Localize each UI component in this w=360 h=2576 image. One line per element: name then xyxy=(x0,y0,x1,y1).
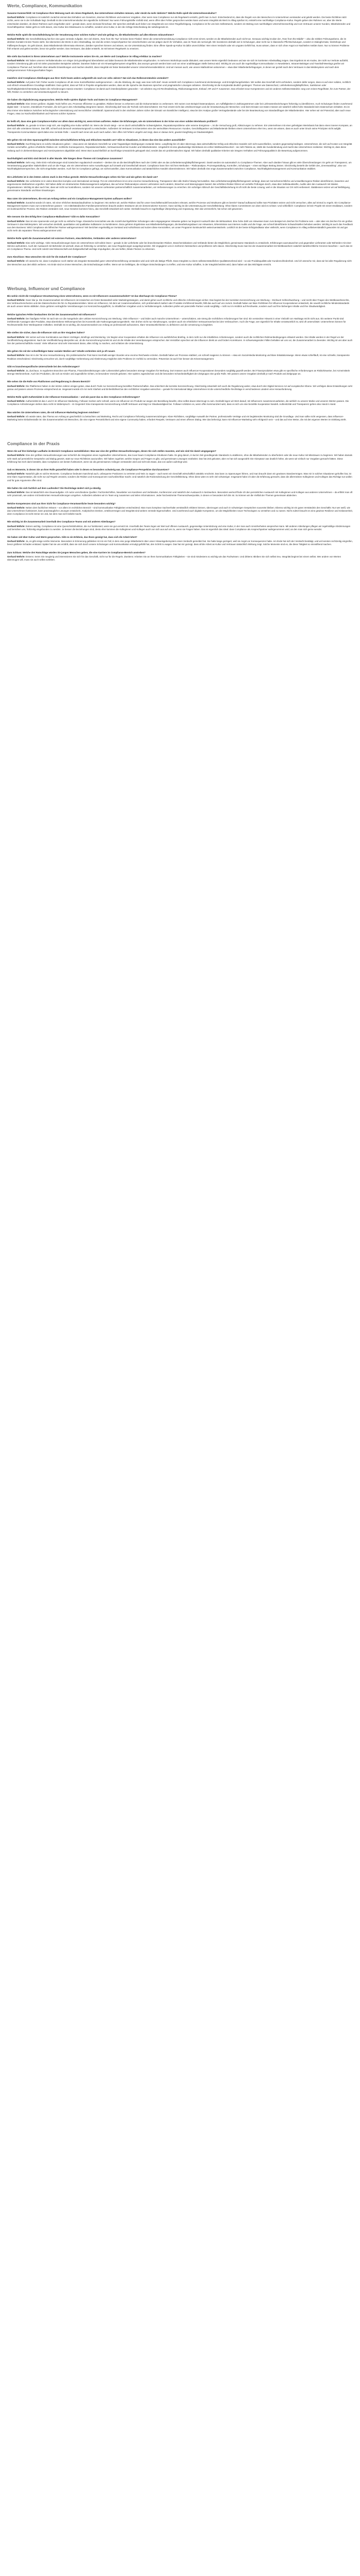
answer-text: Ja, durchaus. In regulierten Branchen wie Pharma, Finanzdienstleistungen oder Lebensmittel gelten besonders strenge Vorgaben für Werbung. Dort müssen auch Influencer-Kooperationen besonders sorgfältig geprüft werden. Bei Finanzprodukten etwa gibt es spezifische Anforderungen an Risikohinweise, bei Arzneimitteln strenge Werbeverbote. Auch bei Produkten, die sich an Kinder und Jugendliche richten, ist besondere Vorsicht geboten. Hier spielen Jugendschutz und die besondere Schutzbedürftigkeit der Zielgruppe eine große Rolle. Wir passen unsere Vorgaben deshalb je nach Produkt und Zielgruppe an. xyxy=(7,369,350,376)
question: Wie sehen Sie die Rolle von Plattformen und Regulierung in diesem Bereich? xyxy=(7,380,91,383)
speaker-label: Gerhard Wöhrle: xyxy=(7,161,25,164)
section-body xyxy=(7,295,353,421)
answer-text: Compliance ist natürlich zunächst einmal das Einhalten von Gesetzen, internen Richtlinien und externen Vorgaben. Aber wenn man Compliance nur als Regelwerk versteht, greift man zu kurz. Entscheidend ist, dass die Regeln von den Menschen im Unternehmen verstanden und gelebt werden. Die beste Richtlinie nützt nichts, wenn sie in der Schublade liegt. Deshalb ist die Unternehmenskultur der eigentliche Schlüssel: Nur wenn Führungskräfte Vorbild sind, wenn offen über Fehler gesprochen werden kann und wenn Integrität als Wert im Alltag spürbar ist, entsteht eine nachhaltige Compliance-Kultur. Regeln geben den Rahmen vor, aber die Werte entscheiden darüber, ob dieser Rahmen auch eingehalten wird – gerade dann, wenn niemand hinschaut. Wir sprechen deshalb auch lieber von Integrität als von reiner Regelbefolgung. Compliance ist für uns kein Selbstzweck, sondern ein Beitrag zum nachhaltigen Unternehmenserfolg und zum Vertrauen unserer Kunden, Mitarbeitenden und Geschäftspartner. Dabei geht es nicht darum, eine Kultur des Misstrauens zu schaffen, sondern eine Kultur, in der die richtige Entscheidung die naheliegende ist. xyxy=(7,16,351,28)
speaker-label: Gerhard Wöhrle: xyxy=(7,335,25,338)
question: Welche Kompetenzen sind aus Ihrer Sicht für Compliance-Verantwortliche heute besonders wichtig? xyxy=(7,502,116,505)
question: Wie gehen Sie mit dem Spannungsfeld zwischen wirtschaftlichem Erfolg und ethischem Handeln um? Gibt es Situationen, in denen das eine das andere ausschließt? xyxy=(7,138,186,141)
answer-text: Ich wünsche mir, dass Compliance noch stärker als integraler Bestandteil guter Unternehmensführung verstanden wird und nicht als lästige Pflicht. Dass Integrität zu einem selbstverständlichen Qualitätsmerkmal wird – so wie Produktqualität oder Kundenzufriedenheit. Und ich wünsche mir, dass wir bei aller Regulierung nicht den Menschen aus dem Blick verlieren. Am Ende sind es immer Menschen, die Entscheidungen treffen. Wenn wir sie befähigen, die richtigen Entscheidungen zu treffen, und eine Kultur schaffen, in der Integrität belohnt wird, dann haben wir das Wichtigste erreicht. xyxy=(7,260,352,266)
answer-text: Kurzfristig kann es solche Situationen geben – etwa wenn ein lukratives Geschäft nur unter fragwürdigen Bedingungen zustande käme. Langfristig bin ich aber überzeugt, dass wirtschaftlicher Erfolg und ethisches Handeln sich nicht ausschließen, sondern gegenseitig bedingen. Unternehmen, die sich auf Kosten von Integrität Vorteile verschaffen, gehen erhebliche Risiken ein: rechtliche Konsequenzen, Reputationsschäden, Vertrauensverlust bei Kunden und Mitarbeitenden. Umgekehrt ist eine glaubwürdige Wertebasis ein echter Wettbewerbsvorteil – sie zieht Talente an, stärkt die Kundenbindung und macht das Unternehmen resilienter. Wichtig ist, dass diese Haltung auch in Zielvereinbarungen und Anreizsystemen abgebildet wird. Wenn Boni ausschließlich an kurzfristige Umsatzziele gekoppelt sind, sendet das ein problematisches Signal. Wir haben deshalb qualitative Kriterien wie integres Verhalten und Führungsqualität in die Bewertung aufgenommen. xyxy=(7,143,352,152)
section-heading: Werte, Compliance, Kommunikation xyxy=(7,3,83,8)
speaker-label: Gerhard Wöhrle: xyxy=(7,506,25,509)
qa-item xyxy=(7,139,353,152)
answer-text: Natürlich gibt es solche Momente. Compliance bedeutet manchmal auch, unbequeme Positionen zu vertreten und Nein zu sagen – auch wenn ein Geschäft wirtschaftlich attraktiv erscheint. Das kann zu Spannungen führen, und man braucht dann ein gewisses Standvermögen. Was mir in solchen Situationen geholfen hat, ist eine klare Argumentation, die nicht nur auf Regeln verweist, sondern die Risiken und Konsequenzen nachvollziehbar macht. Und natürlich die Rückendeckung der Geschäftsleitung. Ohne diese wäre es sehr viel schwieriger. Insgesamt habe ich aber die Erfahrung gemacht, dass die allermeisten Kolleginnen und Kollegen das Richtige tun wollen und für gute Argumente offen sind. xyxy=(7,472,352,482)
answer xyxy=(7,555,353,562)
answer-text: Das ist tatsächlich eine Daueraufgabe. Ich nutze verschiedene Quellen: Fachzeitschriften, Newsletter von Kanzleien und Verbänden, Konferenzen und natürlich den Austausch in Netzwerken. Besonders wertvoll finde ich den persönlichen Austausch mit Kolleginnen und Kollegen aus anderen Unternehmen – da erfährt man oft sehr praxisnah, wie andere mit bestimmten Herausforderungen umgehen. Außerdem arbeiten wir im Team eng zusammen und teilen Informationen. Jeder hat bestimmte Themenschwerpunkte, in denen er besonders tief drin ist. So können wir die Vielfalt der Themen gemeinsam abdecken. xyxy=(7,491,353,497)
answer-text: Extrem wichtig. Compliance ist eine Querschnittsfunktion, die nur funktioniert, wenn sie gut vernetzt ist. Innerhalb des Teams legen wir Wert auf offenen Austausch, gegenseitige Unterstützung und eine Kultur, in der man auch Unsicherheiten ansprechen kann. Mit anderen Abteilungen pflegen wir regelmäßige Abstimmungen und bemühen uns, frühzeitig eingebunden zu werden. Je besser die Beziehungen sind, desto eher kommen die Kolleginnen und Kollegen auch von sich aus auf uns zu, wenn sie Fragen haben. Das ist eigentlich das Ideal: dass Compliance als Ansprechpartner wahrgenommen wird, an den man sich gerne wendet. xyxy=(7,524,351,531)
speaker-label: Gerhard Wöhrle: xyxy=(7,317,25,320)
speaker-label: Gerhard Wöhrle: xyxy=(7,555,25,558)
question: Zum Abschluss: Was wünschen Sie sich für die Zukunft der Compliance? xyxy=(7,256,87,259)
qa-item xyxy=(7,350,353,361)
qa-item xyxy=(7,237,353,251)
speaker-label: Gerhard Wöhrle: xyxy=(7,415,25,418)
qa-item xyxy=(7,77,353,94)
answer xyxy=(7,525,353,531)
speaker-label: Gerhard Wöhrle: xyxy=(7,179,25,182)
answer xyxy=(7,317,353,327)
qa-item xyxy=(7,551,353,562)
answer-text: Wir setzen auf eine Kombination aus klaren Verträgen, Briefings und Monitoring. Vor Beginn einer Kooperation erhalten die Influencer ein ausführliches Briefing, in dem nicht nur die inhaltlichen Anforderungen, sondern auch die rechtlichen Rahmenbedingungen erläutert werden. Die Inhalte werden in der Regel vor der Veröffentlichung abgestimmt. Nach der Veröffentlichung überprüfen wir, ob die Kennzeichnung korrekt ist und ob die Inhalte den Vereinbarungen entsprechen. Bei Verstößen sprechen wir die Influencer direkt an und fordern Korrekturen. In schwerwiegenden Fällen behalten wir uns vor, die Zusammenarbeit zu beenden. Wichtig ist uns aber auch hier der partnerschaftliche Ansatz: Viele Influencer sind sehr interessiert daran, alles richtig zu machen, und schätzen die Unterstützung. xyxy=(7,335,353,345)
speaker-label: Gerhard Wöhrle: xyxy=(7,219,25,223)
question: Welche Rolle spielt die Zusammenarbeit mit externen Partnern, etwa Behörden, Verbänden oder anderen Unternehmen? xyxy=(7,237,137,240)
question: Wie gehen Sie mit der schnelllebigen Natur sozialer Medien um? Inhalte verbreiten sich ja oft rasant. xyxy=(7,350,116,353)
answer-text: Die Geschäftsleitung hat hier eine ganz zentrale Aufgabe. Der viel zitierte „Tone from the Top“ ist keine leere Floskel. Wenn die Unternehmensleitung Compliance nicht ernst nimmt, werden es die Mitarbeitenden auch nicht tun. Genauso wichtig ist aber der „Tone from the Middle“ – also die mittlere Führungsebene, die im direkten Kontakt mit den Teams steht. Sie übersetzen die Werte in den Arbeitsalltag, sie sind die ersten Ansprechpartner bei Unsicherheiten und sie prägen durch ihr Verhalten, was im Team als normal gilt. Wir investieren deshalb viel in Schulungen, aber nicht nur in klassische Pflichtschulungen, sondern in Dialogformate, Workshops und Fallbesprechungen. Es geht darum, dass Mitarbeitende Dilemmata erkennen, darüber sprechen können und wissen, wo sie Unterstützung finden. Eine offene Speak-up-Kultur ist dafür unverzichtbar: Wer einen Verdacht oder ein ungutes Gefühl hat, muss wissen, dass er sich ohne Angst vor Nachteilen melden kann. Nur so können Probleme früh erkannt und gelöst werden, bevor sie größer werden. Das Vertrauen, das dabei entsteht, ist mit keinem Regelwerk zu ersetzen. xyxy=(7,38,350,50)
question: Wie sieht das konkret in Ihrem Unternehmen aus? Welche Instrumente setzen Sie ein, um Werte und Compliance im Alltag erlebbar zu machen? xyxy=(7,55,162,58)
answer xyxy=(7,369,353,376)
answer-text: Die Lieferkette ist in vielen Branchen komplex und international verzweigt. Für ein Unternehmen ist es eine enorme Herausforderung, Transparenz über alle Stufen hinweg herzustellen. Das Lieferkettensorgfaltspflichtengesetz verlangt, dass wir menschenrechtliche und umweltbezogene Risiken identifizieren, bewerten und angemessene Maßnahmen ergreifen. Wir haben dafür ein strukturiertes Risikomanagement aufgebaut, das auf einer Risikoanalyse unserer Lieferanten nach Ländern, Branchen und Warengruppen basiert. Bei erhöhten Risiken führen wir vertiefte Prüfungen durch, etwa über Selbstauskünfte, Audits oder den Austausch mit lokalen Organisationen. Wichtig ist aber auch hier, dass wir nicht nur kontrollieren, sondern mit unseren Lieferanten partnerschaftlich zusammenarbeiten, um Verbesserungen zu erreichen. Ein sofortiger Abbruch der Geschäftsbeziehung ist oft nicht die beste Lösung, weil er die Situation vor Ort nicht verbessert. Stattdessen setzen wir auf Befähigung, gemeinsame Standards und klare Erwartungen. xyxy=(7,179,351,192)
qa-item xyxy=(7,411,353,422)
speaker-label: Gerhard Wöhrle: xyxy=(7,103,25,106)
question: Wie wichtig ist die Zusammenarbeit innerhalb des Compliance-Teams und mit anderen Abteilungen? xyxy=(7,520,116,523)
speaker-label: Gerhard Wöhrle: xyxy=(7,59,25,62)
answer xyxy=(7,16,353,29)
question: Inwiefern sind Compliance-Abteilungen aus Ihrer Sicht heute anders aufgestellt als noch vor zehn Jahren? Hat sich das Rollenverständnis verändert? xyxy=(7,77,169,80)
answer xyxy=(7,201,353,211)
answer-text: Ja, gerade in Krisen zeigt sich, wie tragfähig eine Kultur wirklich ist. Wenn der Druck steigt – sei es durch wirtschaftliche Schwierigkeiten, Reputationsprobleme oder externe Ereignisse –, ist die Versuchung groß, Abkürzungen zu nehmen. Ein Unternehmen mit einer gefestigten Wertebasis hat dann einen inneren Kompass, an dem sich alle orientieren können. Das hilft, schnell und dennoch verantwortungsvoll zu entscheiden. Außerdem ist Vertrauen in Krisenzeiten eine der wertvollsten Ressourcen: Kunden, Geschäftspartner und Mitarbeitende bleiben einem Unternehmen eher treu, wenn sie wissen, dass es auch unter Druck seine Prinzipien nicht aufgibt. Transparente Kommunikation spielt dabei eine zentrale Rolle – sowohl nach innen als auch nach außen. Wer offen mit Fehlern umgeht und zeigt, dass er daraus lernt, gewinnt langfristig an Glaubwürdigkeit. xyxy=(7,124,352,133)
speaker-label: Gerhard Wöhrle: xyxy=(7,16,25,19)
answer xyxy=(7,454,353,464)
answer-text: Erstens: Seien Sie neugierig und interessieren Sie sich für das Geschäft, nicht nur für die Regeln. Zweitens: Arbeiten Sie an Ihren kommunikativen Fähigkeiten – sie sind mindestens so wichtig wie das Fachwissen. Und drittens: Bleiben Sie sich selbst treu. Integrität beginnt bei einem selbst. Wer andere von Werten überzeugen will, muss sie auch selbst vorleben. xyxy=(7,555,341,561)
qa-item xyxy=(7,12,353,29)
speaker-label: Gerhard Wöhrle: xyxy=(7,524,25,528)
question: Bis wohin reicht die Compliance-Verantwortung eines Unternehmens, wenn es mit Influencern zusammenarbeitet? Ist das überhaupt ein Compliance-Thema? xyxy=(7,294,177,297)
question: Gibt es branchenspezifische Unterschiede bei den Anforderungen? xyxy=(7,365,80,368)
question: Zum Schluss: Welche drei Ratschläge würden Sie jungen Menschen geben, die eine Karriere im Compliance-Bereich anstreben? xyxy=(7,551,146,554)
answer xyxy=(7,336,353,346)
answer xyxy=(7,415,353,421)
qa-item xyxy=(7,365,353,376)
question: Welche typischen Fehler beobachten Sie bei der Zusammenarbeit mit Influencern? xyxy=(7,313,96,316)
answer xyxy=(7,220,353,233)
answer xyxy=(7,260,353,266)
answer xyxy=(7,143,353,152)
qa-item xyxy=(7,450,353,464)
answer xyxy=(7,540,353,546)
question: Welche Rolle spielt Authentizität in der Influencer-Kommunikation – und wie passt das zu den Compliance-Anforderungen? xyxy=(7,396,140,399)
qa-item xyxy=(7,468,353,482)
question: Es heißt oft, dass eine gute Compliance-Kultur vor allem dann wichtig ist, wenn Krisen auftreten. Haben Sie Erfahrungen, wie ein Unternehmen in der Krise von einer soliden Wertebasis profitiert? xyxy=(7,120,218,123)
answer-text: Der häufigste Fehler ist nach wie vor die mangelnde oder unklare Kennzeichnung von Werbung. Viele Influencer – und leider auch manche Unternehmen – unterschätzen, wie streng die rechtlichen Anforderungen hier sind. Ein versteckter Hinweis in einer Vielzahl von Hashtags reicht nicht aus. Ein weiterer Punkt sind irreführende Aussagen über Produkte, etwa übertriebene Wirkversprechen bei Kosmetik oder Nahrungsergänzungsmitteln. Hier drohen nicht nur Abmahnungen, sondern auch ein erheblicher Vertrauensverlust bei den Verbrauchern. Auch die Frage, wer eigentlich für Inhalte verantwortlich ist, wird oft unterschätzt: Unternehmen können für Rechtsverstöße ihrer Werbepartner mithaften. Deshalb ist es wichtig, die Zusammenarbeit von Anfang an professionell aufzusetzen, klare Verantwortlichkeiten zu definieren und die Umsetzung zu begleiten. xyxy=(7,317,346,327)
section-heading: Werbung, Influencer und Compliance xyxy=(7,285,85,291)
qa-item xyxy=(7,176,353,193)
question: Die Lieferkette ist in den letzten Jahren stark in den Fokus gerückt. Welche Herausforderungen sehen Sie hier und wie gehen Sie damit um? xyxy=(7,175,158,178)
question: Wie messen Sie den Erfolg Ihrer Compliance-Maßnahmen? Gibt es dafür Kennzahlen? xyxy=(7,215,100,218)
section-body xyxy=(7,450,353,562)
speaker-label: Gerhard Wöhrle: xyxy=(7,491,25,494)
qa-item xyxy=(7,313,353,327)
speaker-label: Gerhard Wöhrle: xyxy=(7,369,25,372)
speaker-label: Gerhard Wöhrle: xyxy=(7,260,25,263)
qa-item xyxy=(7,98,353,115)
qa-item xyxy=(7,157,353,171)
speaker-label: Gerhard Wöhrle: xyxy=(7,298,25,301)
answer-text: Neben dem fachlichen Wissen – vor allem im rechtlichen Bereich – sind kommunikative Fähigkeiten entscheidend. Man muss komplexe Sachverhalte verständlich erklären können, überzeugen und auch in schwierigen Gesprächen souverän bleiben. Ebenso wichtig ist ein gutes Verständnis des Geschäfts: Nur wer weiß, wie das Unternehmen funktioniert, kann praxistaugliche Lösungen entwickeln. Analytisches Denken, Urteilsvermögen und Integrität sind weitere zentrale Eigenschaften. Und zunehmend auch digitale Kompetenz, um die Möglichkeiten neuer Technologien zu verstehen und zu nutzen. Nicht zuletzt braucht es eine gewisse Resilienz und Gelassenheit, denn Compliance ist nicht immer ein Job, bei dem man sich beliebt macht. xyxy=(7,506,353,516)
speaker-label: Gerhard Wöhrle: xyxy=(7,124,25,127)
answer xyxy=(7,81,353,94)
qa-item xyxy=(7,120,353,134)
answer-text: Die Plattformen haben in den letzten Jahren einiges getan, etwa durch Tools zur Kennzeichnung bezahlter Partnerschaften. Das erleichtert die korrekte Kennzeichnung. Gleichzeitig entwickelt sich auch die Regulierung weiter, etwa durch den Digital Services Act auf europäischer Ebene. Wir verfolgen diese Entwicklungen sehr genau und passen unsere Prozesse entsprechend an. Insgesamt würde ich mir mehr Klarheit und Einheitlichkeit bei den rechtlichen Vorgaben wünschen – gerade für international tätige Unternehmen ist die unterschiedliche Rechtslage in verschiedenen Ländern eine Herausforderung. xyxy=(7,384,353,391)
answer-text: Das ist eine spannende und gar nicht so einfache Frage. Klassische Kennzahlen wie die Anzahl durchgeführter Schulungen oder eingegangener Hinweise geben nur begrenzt Auskunft über die Wirksamkeit. Eine hohe Zahl von Hinweisen kann zum Beispiel ein Zeichen für Probleme sein – oder aber ein Zeichen für ein großes Vertrauen in das Meldesystem. Wir versuchen deshalb, quantitative und qualitative Indikatoren zu kombinieren. Dazu gehören Ergebnisse aus Mitarbeiterbefragungen, die Bearbeitungsdauer von Hinweisen, Erkenntnisse aus internen Audits und die Frage, wie schnell identifizierte Schwachstellen behoben werden. Wichtig ist auch das Feedback aus dem Business: Wird Compliance als hilfreicher Partner wahrgenommen? Wir berichten regelmäßig an Vorstand und Aufsichtsrat und nutzen diese Kennzahlen, um unser Programm kontinuierlich weiterzuentwickeln. Letztlich ist der beste Erfolgsindikator aber vielleicht, wenn Compliance im Alltag selbstverständlich geworden ist und gar nicht mehr als separates Thema wahrgenommen wird. xyxy=(7,219,353,232)
speaker-label: Gerhard Wöhrle: xyxy=(7,201,25,204)
question: Wenn Sie auf Ihre bisherige Laufbahn im Bereich Compliance zurückblicken: Was war eine der größten Herausforderungen, denen Sie sich stellen mussten, und wie sind Sie damit umgegangen? xyxy=(7,450,217,453)
answer xyxy=(7,491,353,497)
qa-item xyxy=(7,502,353,516)
answer-text: Auf jeden Fall. Früher wurde Compliance oft als reine Kontrollfunktion wahrgenommen – als die Abteilung, die sagt, was man nicht darf. Heute versteht sich Compliance zunehmend als Beratungs- und Ermöglichungsfunktion. Wir wollen das Geschäft nicht verhindern, sondern dafür sorgen, dass es auf einer soliden, rechtlich und ethisch einwandfreien Grundlage stattfindet. Dazu gehört, dass wir früh in Projekte eingebunden werden, dass wir die Sprache des Business sprechen und pragmatische Lösungen anbieten. Gleichzeitig ist die Komplexität deutlich gestiegen: Themen wie Datenschutz, Lieferkettensorgfaltspflichten, Sanktionen oder Nachhaltigkeitsberichterstattung haben die Anforderungen massiv erweitert. Compliance ist damit auch interdisziplinärer geworden – wir arbeiten eng mit Rechtsabteilung, Risikomanagement, Einkauf, HR und IT zusammen. Das erfordert neue Kompetenzen und ein anderes Selbstverständnis: weg vom reinen Regelhüter, hin zum Partner, der hilft, Risiken zu verstehen und verantwortungsvoll zu steuern. xyxy=(7,81,351,93)
answer-text: Das ist in der Tat eine Herausforderung. Ein problematischer Post kann innerhalb weniger Stunden eine enorme Reichweite erzielen. Deshalb haben wir Prozesse etabliert, um schnell reagieren zu können – etwa ein Social-Media-Monitoring und klare Eskalationswege. Wenn etwas schiefläuft, ist eine schnelle, transparente Reaktion entscheidend. Gleichzeitig versuchen wir, durch sorgfältige Vorbereitung und Abstimmung möglichst viele Probleme im Vorfeld zu vermeiden. Prävention ist auch hier besser als Krisenmanagement. xyxy=(7,354,350,360)
question: Nachhaltigkeit und ESG sind derzeit in aller Munde. Wie hängen diese Themen mit Compliance zusammen? xyxy=(7,157,123,160)
answer xyxy=(7,180,353,193)
speaker-label: Gerhard Wöhrle: xyxy=(7,472,25,476)
answer xyxy=(7,472,353,482)
question: Gab es Momente, in denen Sie an Ihrer Rolle gezweifelt haben oder in denen es besonders schwierig war, die Compliance-Perspektive durchzusetzen? xyxy=(7,468,170,471)
answer xyxy=(7,385,353,391)
qa-item xyxy=(7,487,353,498)
qa-item xyxy=(7,331,353,345)
answer-text: Ganz klar ja. Die Zusammenarbeit mit Influencern ist inzwischen ein fester Bestandteil vieler Marketingstrategien, und damit gehen auch rechtliche und ethische Anforderungen einher. Das beginnt bei der korrekten Kennzeichnung von Werbung – Stichwort Schleichwerbung – und reicht über Fragen des Wettbewerbsrechts, des Verbraucherschutzes und des Datenschutzes bis hin zu Reputationsrisiken. Wenn ein Influencer, mit dem wir zusammenarbeiten, sich problematisch äußert oder Produkte irreführend bewirbt, fällt das auch auf uns zurück. Deshalb haben wir klare Richtlinien für Influencer-Kooperationen entwickelt, die sowohl rechtliche Mindeststandards als auch unsere Werte abbilden. Dazu gehören vertragliche Vereinbarungen zur Kennzeichnungspflicht, zu inhaltlichen Vorgaben und zu Verhaltensregeln. Außerdem prüfen wir potenzielle Partner vorab sorgfältig – nicht nur im Hinblick auf Reichweite, sondern auch auf ihre bisherigen Inhalte und ihre Glaubwürdigkeit. xyxy=(7,298,350,308)
answer-text: Ich würde raten, das Thema von Anfang an ganzheitlich zu betrachten und Marketing, Recht und Compliance frühzeitig zusammenzubringen. Klare Richtlinien, sorgfältige Auswahl der Partner, professionelle Verträge und ein begleitendes Monitoring sind die Grundlage. Und man sollte nicht vergessen, dass Influencer-Marketing keine Einbahnstraße ist: Die Zusammenarbeit mit Menschen, die eine eigene Persönlichkeit und eine eigene Community haben, erfordert Respekt, Vertrauen und einen offenen Dialog. Wer das beherzigt, kann mit Influencer-Marketing sehr erfolgreich sein – und das auf eine Weise, die mit den eigenen Werten im Einklang steht. xyxy=(7,415,347,421)
document-page xyxy=(0,0,360,562)
answer-text: Zunächst würde ich raten, mit einer ehrlichen Bestandsaufnahme zu beginnen: Wo stehen wir, welche Risiken sind für unser Geschäftsmodell besonders relevant, welche Prozesse und Strukturen gibt es bereits? Darauf aufbauend sollte man Prioritäten setzen und nicht versuchen, alles auf einmal zu regeln. Ein Compliance-Management-System muss zum Unternehmen passen – ein mittelständisches Familienunternehmen braucht andere Strukturen als ein börsennotierter Konzern. Ganz wichtig ist die Unterstützung der Geschäftsleitung: Ohne klares Commitment von oben wird es schwer. Und schließlich: Compliance ist kein Projekt mit einem Enddatum, sondern ein kontinuierlicher Prozess. Die Risiken verändern sich, neue Gesetze kommen hinzu, das Geschäft entwickelt sich weiter. Deshalb braucht es regelmäßige Überprüfung und Anpassung. Wer das verinnerlicht, hat schon viel gewonnen. xyxy=(7,201,353,211)
section-body xyxy=(7,12,353,266)
speaker-label: Gerhard Wöhrle: xyxy=(7,540,25,543)
speaker-label: Gerhard Wöhrle: xyxy=(7,400,25,403)
speaker-label: Gerhard Wöhrle: xyxy=(7,38,25,41)
qa-item xyxy=(7,536,353,547)
answer-text: Sehr eng. Viele ESG-Anforderungen sind inzwischen regulatorisch verankert – denken Sie an die Berichtspflichten nach der CSRD oder an das Lieferkettensorgfaltspflichtengesetz. Damit werden sie automatisch zu Compliance-Themen. Aber auch darüber hinaus gibt es viele Überschneidungen: Es geht um Transparenz, um Verantwortung gegenüber Stakeholdern und um die Frage, wie ein Unternehmen seine Auswirkungen auf Umwelt und Gesellschaft steuert. Compliance kann hier mit ihren Methoden – Risikoanalyse, Prozessgestaltung, Kontrollen, Schulungen – einen wichtigen Beitrag leisten. Gleichzeitig besteht die Gefahr des „Greenwashing“, also von Nachhaltigkeitsversprechen, die nicht eingehalten werden. Auch hier ist Compliance gefragt, um sicherzustellen, dass Kommunikation und tatsächliches Handeln übereinstimmen. Wir haben deshalb eine enge Zusammenarbeit zwischen Compliance, Nachhaltigkeitsmanagement und Kommunikation etabliert. xyxy=(7,161,352,171)
question: Was würden Sie Unternehmen raten, die mit Influencer-Marketing beginnen möchten? xyxy=(7,411,100,414)
speaker-label: Gerhard Wöhrle: xyxy=(7,81,25,84)
speaker-label: Gerhard Wöhrle: xyxy=(7,241,25,244)
speaker-label: Gerhard Wöhrle: xyxy=(7,454,25,457)
qa-item xyxy=(7,33,353,50)
qa-item xyxy=(7,396,353,406)
answer-text: Eine immer größere. Digitale Tools helfen uns, Prozesse effizienter zu gestalten, Risiken besser zu erkennen und die Dokumentation zu verbessern. Wir nutzen zum Beispiel Datenanalysen, um Auffälligkeiten in Zahlungsströmen oder bei Lieferantenbeziehungen frühzeitig zu identifizieren. Auch Schulungen finden zunehmend digital statt – in kurzen, interaktiven Formaten, die sich gut in den Arbeitsalltag integrieren lassen. Gleichzeitig darf man die Technik nicht überschätzen: Ein Tool ersetzt nicht das Urteilsvermögen und die Verantwortung der Menschen. Und beim Einsatz von Daten müssen wir natürlich selbst hohe Standards beim Datenschutz einhalten. Es ist also immer eine Balance zwischen technologischer Unterstützung und menschlicher Urteilskraft. Spannend wird in den nächsten Jahren sicher der Einsatz von künstlicher Intelligenz, etwa bei der Analyse großer Vertragsbestände oder bei der Beantwortung von Standardfragen der Mitarbeitenden. Hier sehen wir viel Potenzial, aber auch neue Fragen, etwa zur Nachvollziehbarkeit und Fairness solcher Systeme. xyxy=(7,103,352,115)
answer-text: Ja, es gibt einige solche Momente. Besonders in Erinnerung geblieben ist mir ein Fall, in dem eine junge Mitarbeiterin über unser Hinweisgebersystem einen Verdacht gemeldet hat. Sie hatte lange gezögert, weil sie Angst vor Konsequenzen hatte. Am Ende hat sich der Verdacht bestätigt, und wir konnten rechtzeitig eingreifen, bevor größerer Schaden entstand. Später hat sie uns erzählt, dass sie sich durch unsere Schulungen und Kommunikation ermutigt gefühlt hat, den Schritt zu wagen. Das hat mir gezeigt, dass all die Arbeit an Kultur und Vertrauen tatsächlich Wirkung zeigt. Solche Momente sind es, die diese Tätigkeit so sinnstiftend machen. xyxy=(7,540,353,546)
section-heading: Compliance in der Praxis xyxy=(7,441,60,447)
answer xyxy=(7,506,353,516)
answer xyxy=(7,59,353,72)
speaker-label: Gerhard Wöhrle: xyxy=(7,354,25,357)
answer-text: Wir haben unseren Verhaltenskodex vor einiger Zeit grundlegend überarbeitet und dabei bewusst die Mitarbeitenden eingebunden. In mehreren Workshops wurde diskutiert, was unsere Werte eigentlich bedeuten und wie sie sich im konkreten Arbeitsalltag zeigen. Das Ergebnis ist ein Kodex, der nicht nur Verbote aufzählt, sondern Orientierung gibt und mit vielen praxisnahen Beispielen arbeitet. Daneben haben wir ein Hinweisgebersystem eingeführt, das anonym genutzt werden kann und von einer unabhängigen Stelle betreut wird. Wichtig ist uns auch die regelmäßige Kommunikation: In Newslettern, Intranet-Beiträgen und Townhall-Meetings greifen wir Compliance-Themen auf, berichten über aktuelle Entwicklungen und machen deutlich, dass Integrität ein fester Bestandteil unserer Unternehmensidentität ist. Und wir messen auch, wie unsere Maßnahmen ankommen – etwa über Mitarbeiterbefragungen, in denen wir gezielt nach dem Vertrauen in das Meldesystem und nach dem wahrgenommenen Führungsverhalten fragen. xyxy=(7,59,349,72)
answer xyxy=(7,242,353,251)
question: Wie halten Sie sich fachlich auf dem Laufenden? Die Rechtslage ändert sich ja ständig. xyxy=(7,486,101,489)
answer xyxy=(7,299,353,309)
qa-item xyxy=(7,256,353,266)
question: Welche Rolle spielt die Geschäftsleitung bei der Verankerung einer solchen Kultur? Und wie gelingt es, die Mitarbeitenden auf allen Ebenen mitzunehmen? xyxy=(7,33,174,37)
answer-text: Authentizität ist das A und O im Influencer-Marketing. Follower merken sehr schnell, wenn ein Influencer ein Produkt nur wegen der Bezahlung bewirbt, ohne selbst davon überzeugt zu sein. Deshalb legen wir Wert darauf, mit Influencern zusammenzuarbeiten, die wirklich zu unserer Marke und unseren Werten passen. Die Compliance-Anforderungen stehen dazu nicht im Widerspruch – im Gegenteil: Eine transparente Kennzeichnung schafft Vertrauen und trägt zur Glaubwürdigkeit bei. Follower schätzen es, wenn offen kommuniziert wird, dass es sich um eine bezahlte Kooperation handelt. Authentizität und Transparenz gehen also Hand in Hand. xyxy=(7,400,349,406)
question: Susanne Kummerfeldt: Ist Compliance Ihrer Meinung nach ein reines Regelwerk, das Unternehmen einhalten müssen, oder steckt da mehr dahinter? Welche Rolle spielt die Unternehmenskultur? xyxy=(7,12,217,14)
qa-item xyxy=(7,215,353,232)
qa-item xyxy=(7,55,353,72)
qa-item xyxy=(7,520,353,531)
question: Sie haben viel über Kultur und Werte gesprochen. Gibt es ein Erlebnis, das Ihnen gezeigt hat, dass sich die Arbeit lohnt? xyxy=(7,535,137,538)
qa-item xyxy=(7,295,353,309)
speaker-label: Gerhard Wöhrle: xyxy=(7,143,25,146)
speaker-label: Gerhard Wöhrle: xyxy=(7,384,25,387)
answer-text: Eine sehr wichtige. Viele Herausforderungen kann ein Unternehmen nicht allein lösen – gerade in der Lieferkette oder bei branchenweiten Risiken. Brancheninitiativen und Verbände bieten die Möglichkeit, gemeinsame Standards zu entwickeln, Erfahrungen auszutauschen und gegenüber Lieferanten oder Behörden mit einer Stimme aufzutreten. Auch der Austausch mit Behörden ist wertvoll, etwa um frühzeitig zu verstehen, wie neue Regulierungen ausgelegt werden. Wir engagieren uns in mehreren Netzwerken und profitieren sehr davon. Gleichzeitig muss man bei der Zusammenarbeit mit Wettbewerbern natürlich kartellrechtliche Grenzen beachten – auch das ist ein Compliance-Thema. Und nicht zuletzt sind Wissenschaft und Zivilgesellschaft wichtige Impulsgeber, die uns helfen, blinde Flecken zu erkennen. xyxy=(7,241,352,250)
question: Wie stellen Sie sicher, dass die Influencer sich an Ihre Vorgaben halten? xyxy=(7,331,85,334)
answer xyxy=(7,354,353,360)
qa-item xyxy=(7,380,353,391)
answer-text: Eine der größten Herausforderungen war sicherlich die Integration eines zugekauften Unternehmens, das zuvor kaum Compliance-Strukturen hatte. Es ging darum, in kurzer Zeit grundlegende Standards zu etablieren, ohne die Mitarbeitenden zu überfordern oder die neue Kultur mit Misstrauen zu beginnen. Wir haben damals sehr stark auf persönliche Gespräche und Dialog gesetzt, statt nur neue Richtlinien auszurollen. Wir haben zugehört, welche Sorgen und Fragen es gibt, und gemeinsam Lösungen erarbeitet. Das hat Zeit gekostet, aber es hat sich ausgezahlt: Die Akzeptanz war deutlich höher, als wenn wir einfach nur Vorgaben gemacht hätten. Diese Erfahrung hat mich darin bestärkt, dass Compliance am besten funktioniert, wenn sie als gemeinsames Anliegen verstanden wird und nicht als etwas, das von außen auferlegt wird. xyxy=(7,454,352,463)
answer xyxy=(7,400,353,406)
answer xyxy=(7,124,353,134)
question: Was raten Sie Unternehmen, die erst am Anfang stehen und ein Compliance-Management-System aufbauen wollen? xyxy=(7,197,132,200)
answer xyxy=(7,103,353,115)
answer xyxy=(7,38,353,50)
question: Sie haben die Digitalisierung angesprochen. Welche Rolle spielen digitale Tools und Daten im Compliance-Management? xyxy=(7,98,138,101)
qa-item xyxy=(7,197,353,211)
answer xyxy=(7,161,353,171)
